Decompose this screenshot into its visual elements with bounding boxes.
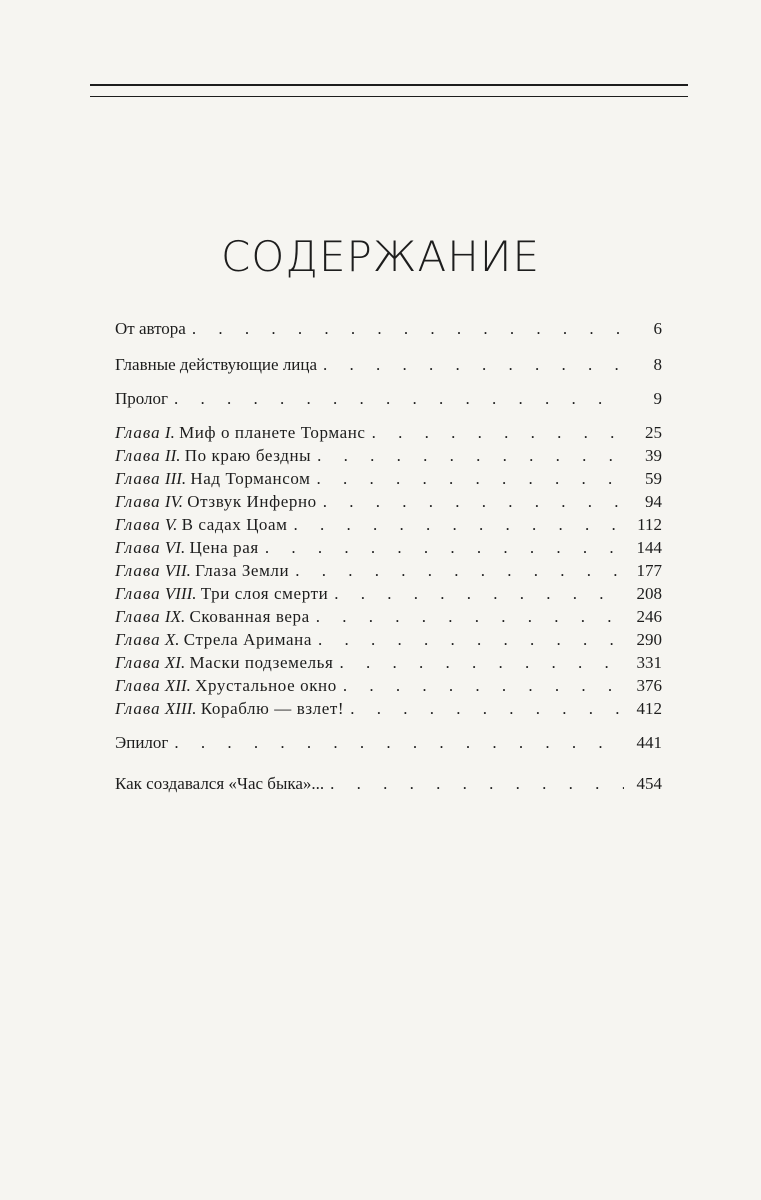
toc-entry-chapter [115,514,662,536]
chapter-prefix: Глава [115,607,161,626]
toc-entry-chapter [115,537,662,559]
chapter-prefix: Глава [115,515,161,534]
chapter-title: Стрела Аримана [183,630,312,649]
chapter-title: Скованная вера [189,607,310,626]
toc-entry-page: 177 [636,561,662,580]
toc-entry-chapter [115,468,662,490]
dot-leader [317,468,624,490]
chapter-prefix: Глава [115,469,161,488]
toc-entry-page: 39 [645,446,662,465]
toc-entry-chapter [115,698,662,720]
toc-entry-page: 331 [636,653,662,672]
chapter-title: Глаза Земли [195,561,290,580]
toc-entry-page: 144 [636,538,662,557]
toc-entry-page: 290 [636,630,662,649]
toc-entry-chapter [115,652,662,674]
chapter-title: Цена рая [189,538,259,557]
chapter-number: VIII. [164,584,197,603]
dot-leader [330,773,624,795]
page-title: СОДЕРЖАНИЕ [220,232,541,281]
top-rule-thick [90,84,688,86]
dot-leader [323,491,624,513]
dot-leader [174,732,624,754]
toc-entry-page: 441 [636,733,662,752]
toc-entry-page: 412 [636,699,662,718]
toc-entry-page: 25 [645,423,662,442]
dot-leader [339,652,624,674]
chapter-prefix: Глава [115,584,161,603]
chapter-prefix: Глава [115,676,161,695]
chapter-prefix: Глава [115,538,161,557]
toc-entry-author [115,318,662,340]
toc-entry-page: 208 [636,584,662,603]
chapter-number: XIII. [164,699,197,718]
toc-entry-label: От автора [115,319,186,338]
chapter-number: IX. [164,607,186,626]
chapter-title: Хрустальное окно [195,676,337,695]
toc-entry-chapter [115,560,662,582]
toc-entry-page: 376 [636,676,662,695]
toc-entry-chapter [115,629,662,651]
dot-leader [372,422,624,444]
dot-leader [174,388,624,410]
dot-leader [350,698,624,720]
chapter-prefix: Глава [115,630,161,649]
toc-entry-page: 112 [637,515,662,534]
dot-leader [343,675,624,697]
toc-entry-page: 6 [653,319,662,338]
toc-entry-chapter [115,606,662,628]
dot-leader [318,629,624,651]
chapter-number: X. [164,630,180,649]
toc-entry-page: 246 [636,607,662,626]
chapter-prefix: Глава [115,653,161,672]
toc-entry-label: Главные действующие лица [115,355,318,374]
chapter-number: III. [164,469,187,488]
toc-entry-page: 94 [645,492,662,511]
chapter-title: Три слоя смерти [200,584,329,603]
top-rule-thin [90,96,688,97]
toc-entry-label: Как создавался «Час быка»... [115,774,325,793]
chapter-prefix: Глава [115,699,161,718]
dot-leader [316,606,624,628]
toc-entry-label: Эпилог [115,733,169,752]
chapter-title: Над Тормансом [190,469,311,488]
chapter-prefix: Глава [115,492,161,511]
chapter-number: I. [164,423,175,442]
toc-entry-epilogue [115,732,662,754]
dot-leader [295,560,624,582]
chapter-title: Маски подземелья [189,653,334,672]
toc-entry-page: 9 [653,389,662,408]
toc-entry-chapter [115,675,662,697]
dot-leader [192,318,624,340]
toc-entry-chapter [115,445,662,467]
toc-entry-chapter [115,583,662,605]
chapter-number: IV. [164,492,184,511]
toc-entry-label: Пролог [115,389,169,408]
chapter-title: Отзвук Инферно [187,492,317,511]
chapter-title: По краю бездны [184,446,312,465]
dot-leader [294,514,625,536]
chapter-title: В садах Цоам [181,515,288,534]
toc-entry-prologue [115,388,662,410]
toc-entry-chapter [115,491,662,513]
chapter-number: XI. [164,653,186,672]
chapter-prefix: Глава [115,446,161,465]
dot-leader [265,537,624,559]
dot-leader [317,445,624,467]
toc-entry-characters [115,354,662,376]
dot-leader [323,354,624,376]
dot-leader [334,583,624,605]
chapter-title: Миф о планете Торманс [179,423,366,442]
chapter-prefix: Глава [115,561,161,580]
chapter-number: VII. [164,561,191,580]
chapter-title: Кораблю — взлет! [200,699,345,718]
toc-entry-page: 8 [653,355,662,374]
chapter-number: II. [164,446,181,465]
toc-entry-page: 454 [636,774,662,793]
chapter-number: VI. [164,538,186,557]
toc-entry-page: 59 [645,469,662,488]
toc-entry-afterword [115,773,662,795]
chapter-number: XII. [164,676,191,695]
chapter-number: V. [164,515,178,534]
chapter-prefix: Глава [115,423,161,442]
toc-entry-chapter [115,422,662,444]
